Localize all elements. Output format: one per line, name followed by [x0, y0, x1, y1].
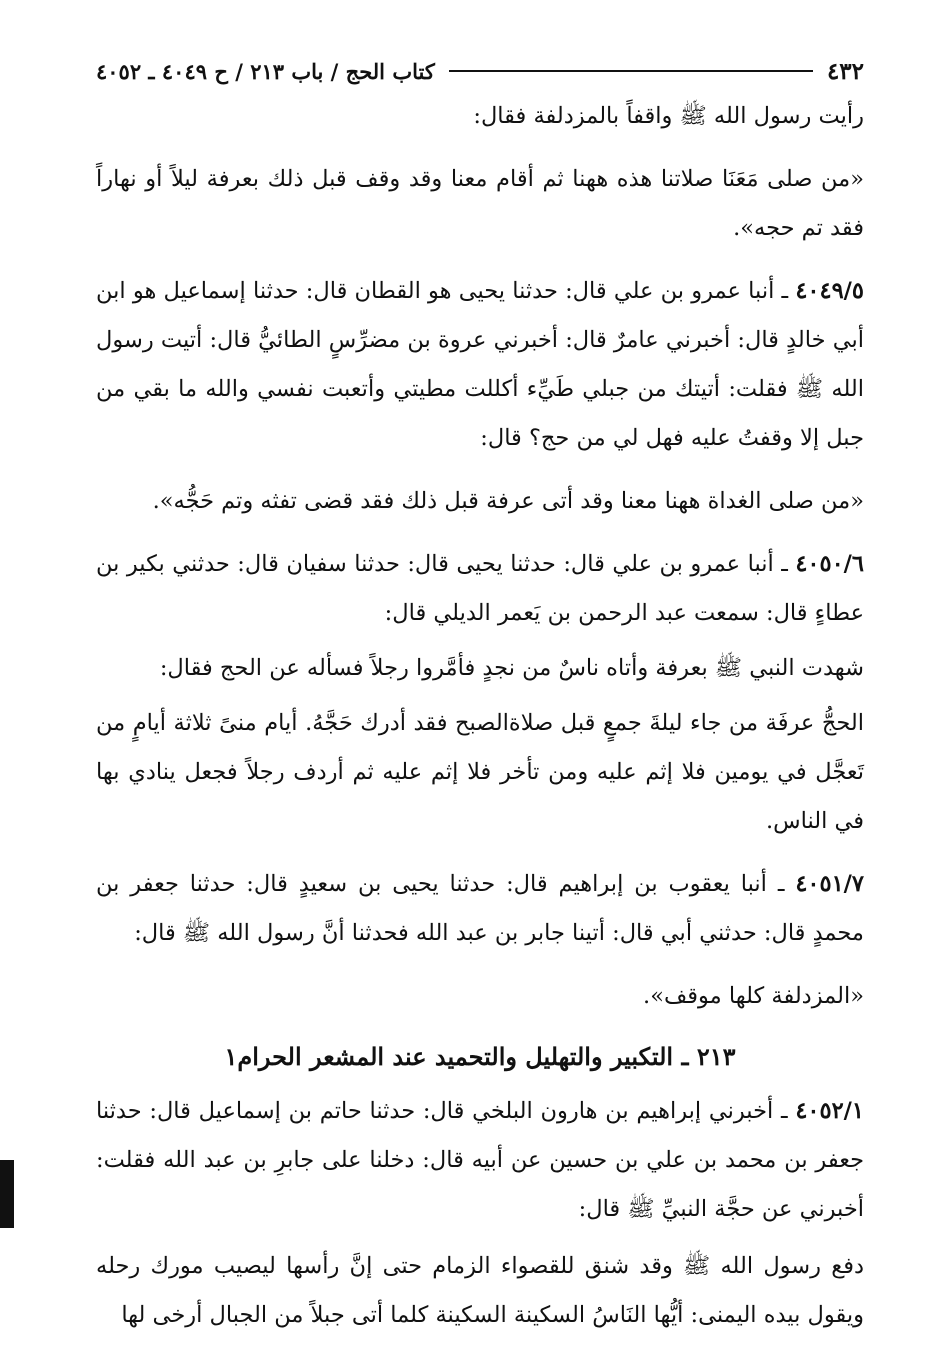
paragraph: رأيت رسول الله ﷺ واقفاً بالمزدلفة فقال:: [473, 103, 864, 129]
paragraph: «المزدلفة كلها موقف».: [643, 983, 864, 1009]
paragraph: شهدت النبي ﷺ بعرفة وأتاه ناسٌ من نجدٍ فأمَّروا رجلاً فسأله عن الحج فقال:: [159, 655, 864, 681]
hadith-number: ٤٠٥٢/١: [795, 1098, 864, 1124]
page-number: ٤٣٢: [826, 57, 864, 85]
paragraph: «من صلى الغداة ههنا معنا وقد أتى عرفة قبل ذلك فقد قضى تفثه وتم حَجُّه».: [152, 488, 864, 514]
running-header: [96, 52, 864, 90]
running-title: كتاب الحج / باب ٢١٣ / ح ٤٠٤٩ ـ ٤٠٥٢: [96, 58, 435, 84]
hadith-number: ٤٠٥١/٧: [795, 871, 864, 897]
hadith-paragraph: ٤٠٥١/٧ ـ أنبا يعقوب بن إبراهيم قال: حدثنا يحيى بن سعيدٍ قال: حدثنا جعفر بن محمدٍ قال: حدثني أبي قال: أتينا جابر بن عبد الله فحدثنا أنَّ رسول الله ﷺ قال:: [96, 871, 864, 946]
paragraph: دفع رسول الله ﷺ وقد شنق للقصواء الزمام حتى إنَّ رأسها ليصيب مورك رحله ويقول بيده اليمنى: أيُّها النَاسُ السكينة السكينة كلما أتى جبلاً من الجبال أرخى لها: [96, 1253, 864, 1328]
page: [96, 52, 864, 1352]
hadith-paragraph: ٤٠٥٠/٦ ـ أنبا عمرو بن علي قال: حدثنا يحيى قال: حدثنا سفيان قال: حدثني بكير بن عطاءٍ قال: سمعت عبد الرحمن بن يَعمر الديلي قال:: [96, 551, 864, 626]
section-heading: ٢١٣ ـ التكبير والتهليل والتحميد عند المشعر الحرام١: [224, 1042, 736, 1071]
header-rule: [449, 70, 813, 72]
chapter-thumb-tab: [0, 1160, 14, 1228]
hadith-paragraph: ٤٠٥٢/١ ـ أخبرني إبراهيم بن هارون البلخي قال: حدثنا حاتم بن إسماعيل قال: حدثنا جعفر بن محمد بن علي بن حسين عن أبيه قال: دخلنا على جابرِ بن عبد الله فقلت: أخبرني عن حجَّة النبيِّ ﷺ قال:: [96, 1098, 864, 1222]
hadith-number: ٤٠٥٠/٦: [795, 551, 864, 577]
paragraph: «من صلى مَعَنَا صلاتنا هذه ههنا ثم أقام معنا وقد وقف قبل ذلك بعرفة ليلاً أو نهاراً فقد تم حجه».: [96, 166, 864, 241]
hadith-number: ٤٠٤٩/٥: [795, 278, 864, 304]
hadith-paragraph: ٤٠٤٩/٥ ـ أنبا عمرو بن علي قال: حدثنا يحيى هو القطان قال: حدثنا إسماعيل هو ابن أبي خالدٍ قال: أخبرني عامرٌ قال: أخبرني عروة بن مضرِّسٍ الطائيُّ قال: أتيت رسول الله ﷺ فقلت: أتيتك من جبلي طَيِّء أكللت مطيتي وأتعبت نفسي والله ما بقي من جبل إلا وقفتُ عليه فهل لي من حج؟ قال:: [96, 278, 864, 451]
paragraph: الحجُّ عرفَة من جاء ليلةَ جمعٍ قبل صلاةالصبح فقد أدرك حَجَّهُ. أيام منىً ثلاثة أيامٍ من تَعجَّل في يومين فلا إثم عليه ومن تأخر فلا إثم عليه ثم أردف رجلاً فجعل ينادي بها في الناس.: [96, 710, 864, 834]
